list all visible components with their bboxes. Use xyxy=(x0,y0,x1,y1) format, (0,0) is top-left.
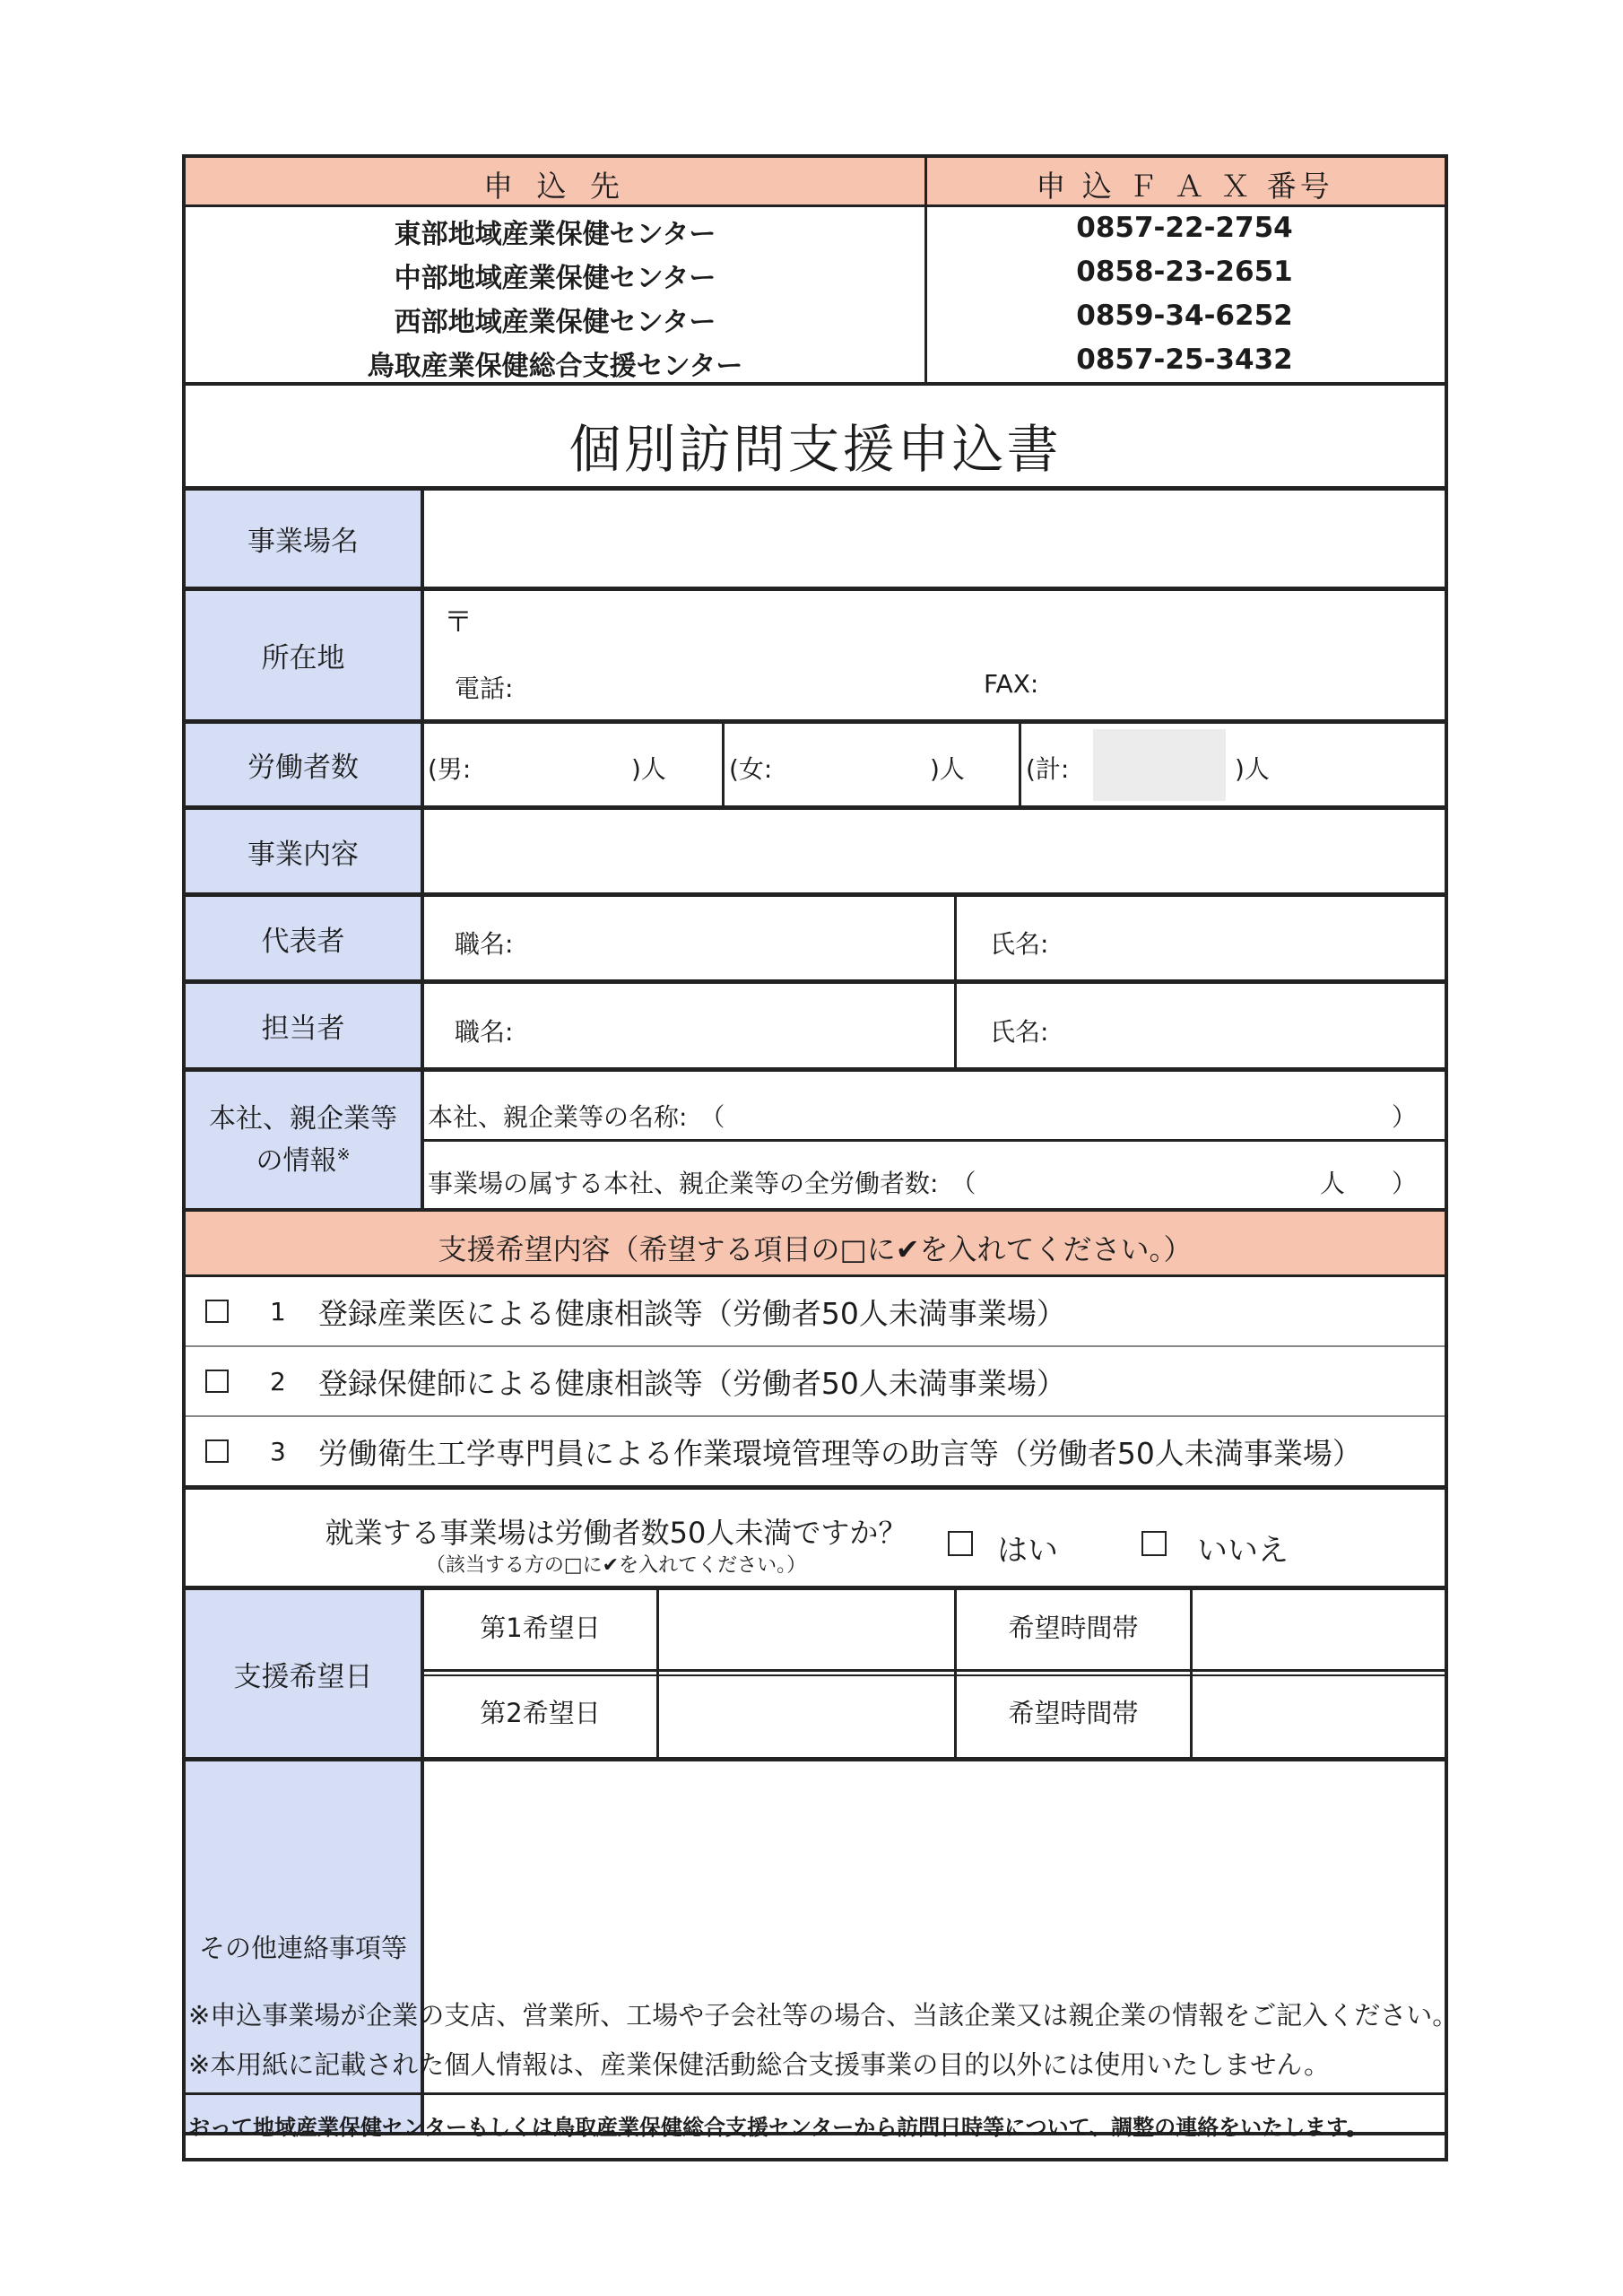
header-destination-label: 申 込 先 xyxy=(483,169,627,204)
address-field[interactable] xyxy=(424,591,1445,719)
postal-mark: 〒 xyxy=(444,604,473,639)
total-count-field[interactable] xyxy=(1093,729,1226,801)
dates-label: 支援希望日 xyxy=(186,1590,421,1757)
center-fax: 0859-34-6252 xyxy=(1076,300,1293,332)
workers-label: 労働者数 xyxy=(186,724,421,805)
second-time-field[interactable] xyxy=(1193,1676,1445,1757)
second-date-field[interactable] xyxy=(659,1676,954,1757)
second-time-label: 希望時間帯 xyxy=(1008,1698,1139,1728)
hq-workers-label: 事業場の属する本社、親企業等の全労働者数: （ xyxy=(428,1169,976,1198)
note-branch: ※申込事業場が企業の支店、営業所、工場や子会社等の場合、当該企業又は親企業の情報をご記入ください。 xyxy=(188,2000,1459,2031)
header-fax-label: 申 込 Ｆ Ａ Ｘ 番号 xyxy=(1036,169,1333,204)
first-time-field[interactable] xyxy=(1193,1590,1445,1669)
female-count-unit: )人 xyxy=(930,754,965,784)
note-privacy: ※本用紙に記載された個人情報は、産業保健活動総合支援事業の目的以外には使用いたしません。 xyxy=(188,2049,1331,2080)
first-date-label: 第1希望日 xyxy=(480,1613,601,1643)
support-item[interactable]: 1 登録産業医による健康相談等（労働者50人未満事業場） xyxy=(186,1277,1445,1345)
checkbox[interactable] xyxy=(205,1439,229,1463)
business-content-label: 事業内容 xyxy=(186,810,421,892)
support-item[interactable]: 2 登録保健師による健康相談等（労働者50人未満事業場） xyxy=(186,1347,1445,1415)
representative-position: 職名: xyxy=(455,929,514,959)
contact-name: 氏名: xyxy=(990,1017,1049,1047)
fax-label: FAX: xyxy=(984,669,1039,699)
center-fax: 0858-23-2651 xyxy=(1076,256,1293,288)
other-notes-label: その他連絡事項等 xyxy=(186,1761,421,2132)
total-count-label: (計: xyxy=(1026,754,1070,784)
hq-name-close: ） xyxy=(1392,1102,1418,1132)
center-name: 鳥取産業保健総合支援センター xyxy=(367,351,743,382)
contact-position: 職名: xyxy=(455,1017,514,1047)
business-content-field[interactable] xyxy=(424,810,1445,892)
phone-label: 電話: xyxy=(455,674,514,703)
form-title: 個別訪問支援申込書 xyxy=(568,419,1062,480)
support-item[interactable]: 3 労働衛生工学専門員による作業環境管理等の助言等（労働者50人未満事業場） xyxy=(186,1417,1445,1485)
size-question-note: （該当する方の□に✔を入れてください。） xyxy=(425,1554,807,1577)
hq-name-label: 本社、親企業等の名称: （ xyxy=(428,1102,725,1132)
no-label: いいえ xyxy=(1197,1533,1289,1569)
note-contact: おって地域産業保健センターもしくは鳥取産業保健総合支援センターから訪問日時等について、調整の連絡をいたします。 xyxy=(188,2115,1368,2140)
female-count-label: (女: xyxy=(729,754,773,784)
representative-name: 氏名: xyxy=(990,929,1049,959)
application-form xyxy=(182,154,1459,2161)
yes-label: はい xyxy=(997,1533,1058,1569)
no-checkbox[interactable] xyxy=(1141,1531,1167,1556)
center-name: 中部地域産業保健センター xyxy=(394,263,716,294)
male-count-unit: )人 xyxy=(631,754,666,784)
second-date-label: 第2希望日 xyxy=(480,1698,601,1728)
representative-label: 代表者 xyxy=(186,897,421,979)
size-question: 就業する事業場は労働者数50人未満ですか？ xyxy=(325,1516,907,1550)
notes-box xyxy=(182,2132,1448,2248)
first-time-label: 希望時間帯 xyxy=(1008,1613,1139,1643)
total-count-unit: )人 xyxy=(1235,754,1270,784)
center-fax: 0857-25-3432 xyxy=(1076,344,1293,376)
checkbox[interactable] xyxy=(205,1300,229,1323)
male-count-label: (男: xyxy=(428,754,472,784)
address-label: 所在地 xyxy=(186,591,421,719)
support-heading: 支援希望内容（希望する項目の□に✔を入れてください。） xyxy=(438,1232,1193,1266)
hq-workers-close: ） xyxy=(1392,1169,1418,1198)
first-date-field[interactable] xyxy=(659,1590,954,1669)
checkbox[interactable] xyxy=(205,1370,229,1393)
center-name: 西部地域産業保健センター xyxy=(394,307,716,338)
hq-info-label: 本社、親企業等 の情報※ xyxy=(186,1072,421,1208)
contact-person-label: 担当者 xyxy=(186,984,421,1067)
center-fax: 0857-22-2754 xyxy=(1076,212,1293,244)
business-name-label: 事業場名 xyxy=(186,491,421,587)
yes-checkbox[interactable] xyxy=(948,1531,973,1556)
business-name-field[interactable] xyxy=(424,491,1445,587)
center-name: 東部地域産業保健センター xyxy=(394,219,716,250)
hq-workers-unit: 人 xyxy=(1320,1169,1346,1198)
